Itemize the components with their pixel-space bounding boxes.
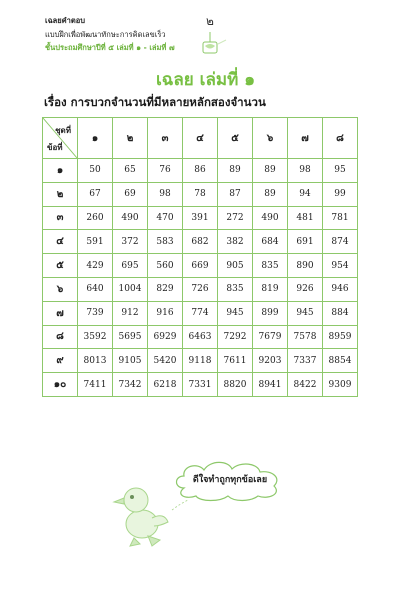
table-cell: 916 [148,301,183,325]
column-header: ๑ [78,118,113,159]
table-cell: 899 [253,301,288,325]
hanging-ornament-icon [192,22,252,62]
table-cell: 835 [218,277,253,301]
table-cell: 8422 [288,373,323,397]
table-cell: 94 [288,182,323,206]
row-header: ๑ [43,159,78,183]
table-cell: 8959 [323,325,358,349]
table-cell: 6218 [148,373,183,397]
table-cell: 98 [288,159,323,183]
corner-cell [43,118,78,159]
page-title: เฉลย เล่มที่ ๑ [155,70,256,90]
corner-item-label: ข้อที่ [47,143,63,152]
table-cell: 781 [323,206,358,230]
table-cell: 76 [148,159,183,183]
table-cell: 926 [288,277,323,301]
column-header: ๘ [323,118,358,159]
table-cell: 726 [183,277,218,301]
table-cell: 9203 [253,349,288,373]
table-row [43,373,358,397]
corner-set-label: ชุดที่ [55,126,71,135]
table-cell: 7411 [78,373,113,397]
table-row [43,159,358,183]
table-row [43,277,358,301]
header-line-2: แบบฝึกเพื่อพัฒนาทักษะการคิดเลขเร็ว [45,30,166,39]
column-header: ๔ [183,118,218,159]
table-cell: 583 [148,230,183,254]
table-row [43,230,358,254]
table-cell: 874 [323,230,358,254]
table-cell: 640 [78,277,113,301]
table-cell: 89 [218,159,253,183]
row-header: ๕ [43,254,78,278]
table-row [43,206,358,230]
column-header: ๒ [113,118,148,159]
row-header: ๘ [43,325,78,349]
table-cell: 946 [323,277,358,301]
table-cell: 69 [113,182,148,206]
table-cell: 912 [113,301,148,325]
table-cell: 684 [253,230,288,254]
table-cell: 429 [78,254,113,278]
row-header: ๖ [43,277,78,301]
table-cell: 470 [148,206,183,230]
table-cell: 3592 [78,325,113,349]
table-cell: 98 [148,182,183,206]
table-cell: 99 [323,182,358,206]
table-row [43,301,358,325]
table-cell: 50 [78,159,113,183]
table-cell: 5695 [113,325,148,349]
table-cell: 78 [183,182,218,206]
row-header: ๙ [43,349,78,373]
table-cell: 8854 [323,349,358,373]
header [45,14,175,54]
subject-heading: เรื่อง การบวกจำนวนที่มีหลายหลักสองจำนวน [44,95,266,109]
table-cell: 372 [113,230,148,254]
table-cell: 7679 [253,325,288,349]
row-header: ๓ [43,206,78,230]
table-cell: 682 [183,230,218,254]
table-row [43,254,358,278]
table-cell: 7578 [288,325,323,349]
table-cell: 382 [218,230,253,254]
table-cell: 95 [323,159,358,183]
table-cell: 490 [113,206,148,230]
table-cell: 67 [78,182,113,206]
table-cell: 89 [253,182,288,206]
table-cell: 905 [218,254,253,278]
table-cell: 481 [288,206,323,230]
table-cell: 87 [218,182,253,206]
table-cell: 774 [183,301,218,325]
table-cell: 7331 [183,373,218,397]
table-row [43,349,358,373]
table-cell: 560 [148,254,183,278]
table-cell: 8013 [78,349,113,373]
row-header: ๗ [43,301,78,325]
table-cell: 7611 [218,349,253,373]
column-header: ๕ [218,118,253,159]
column-header: ๗ [288,118,323,159]
header-line-1: เฉลยคำตอบ [45,16,86,25]
table-row [43,182,358,206]
table-cell: 6929 [148,325,183,349]
table-cell: 490 [253,206,288,230]
table-cell: 1004 [113,277,148,301]
table-cell: 86 [183,159,218,183]
row-header: ๑๐ [43,373,78,397]
column-header: ๖ [253,118,288,159]
table-cell: 9118 [183,349,218,373]
table-row [43,325,358,349]
page-number: ๒ [206,14,214,28]
table-cell: 695 [113,254,148,278]
table-cell: 7337 [288,349,323,373]
table-cell: 9309 [323,373,358,397]
table-cell: 835 [253,254,288,278]
table-cell: 7292 [218,325,253,349]
table-cell: 819 [253,277,288,301]
table-cell: 89 [253,159,288,183]
header-line-3: ชั้นประถมศึกษาปีที่ ๕ เล่มที่ ๑ - เล่มที่ ๗ [45,43,175,52]
table-cell: 9105 [113,349,148,373]
table-cell: 829 [148,277,183,301]
row-header: ๔ [43,230,78,254]
row-header: ๒ [43,182,78,206]
table-cell: 691 [288,230,323,254]
table-cell: 65 [113,159,148,183]
table-cell: 884 [323,301,358,325]
table-cell: 5420 [148,349,183,373]
table-cell: 945 [218,301,253,325]
table-cell: 890 [288,254,323,278]
table-cell: 7342 [113,373,148,397]
table-cell: 739 [78,301,113,325]
answer-table [42,117,358,397]
duck-mascot-icon [108,472,208,552]
table-cell: 954 [323,254,358,278]
table-cell: 669 [183,254,218,278]
table-cell: 6463 [183,325,218,349]
table-cell: 8820 [218,373,253,397]
speech-text: ดีใจทำถูกทุกข้อเลย [192,475,268,485]
table-cell: 591 [78,230,113,254]
table-cell: 945 [288,301,323,325]
table-cell: 8941 [253,373,288,397]
table-cell: 391 [183,206,218,230]
table-cell: 272 [218,206,253,230]
column-header: ๓ [148,118,183,159]
table-cell: 260 [78,206,113,230]
